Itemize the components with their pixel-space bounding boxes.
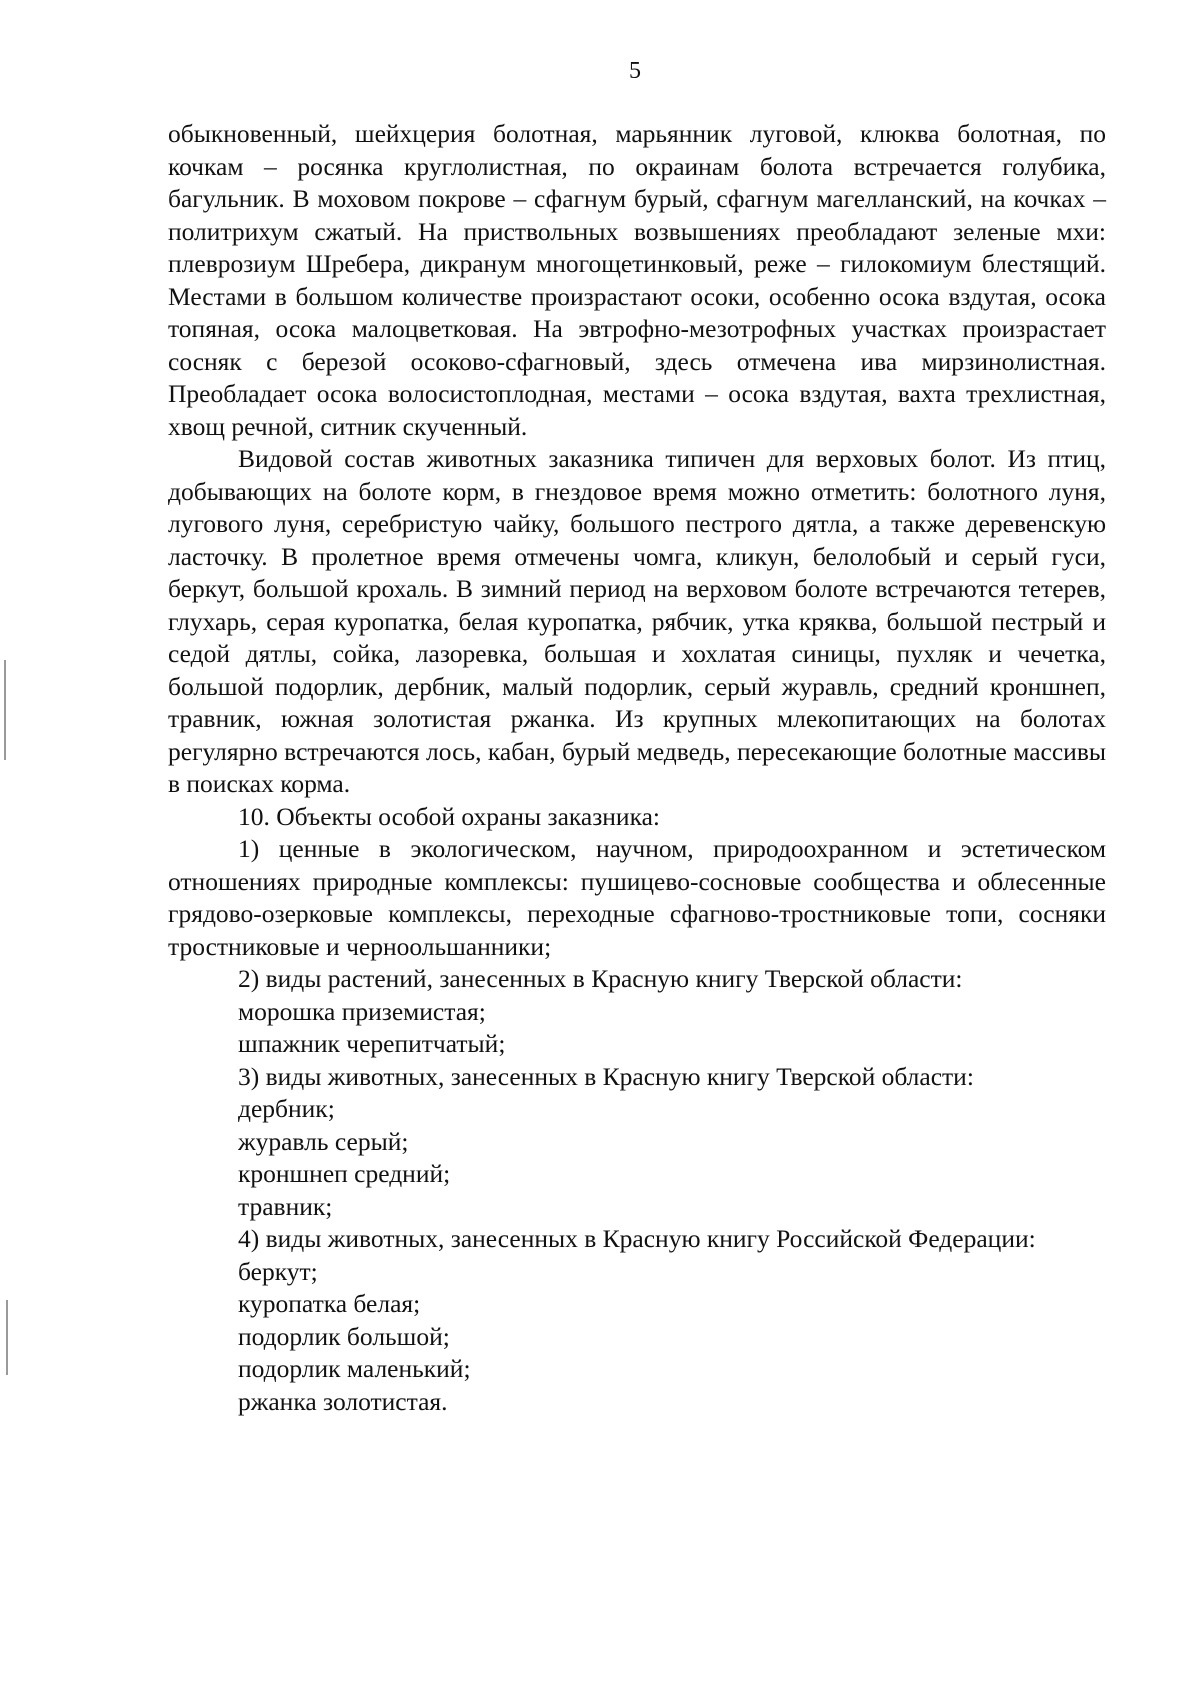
scan-margin-mark bbox=[4, 660, 6, 760]
document-body bbox=[168, 118, 1106, 1418]
item-animals-red-book-rf: 4) виды животных, занесенных в Красную книгу Российской Федерации: bbox=[238, 1224, 1036, 1253]
paragraph-fauna: Видовой состав животных заказника типичен для верховых болот. Из птиц, добывающих на болоте корм, в гнездовое время можно отметить: болотного луня, лугового луня, серебристую чайку, большого пестрого дятла, а также деревенскую ласточку. В пролетное время отмечены чомга, кликун, белолобый и серый гуси, беркут, большой крохаль. В зимний период на верховом болоте встречаются тетерев, глухарь, серая куропатка, белая куропатка, рябчик, утка кряква, большой пестрый и седой дятлы, сойка, лазоревка, большая и хохлатая синицы, пухляк и чечетка, большой подорлик, дербник, малый подорлик, серый журавль, средний кроншнеп, травник, южная золотистая ржанка. Из крупных млекопитающих на болотах регулярно встречаются лось, кабан, бурый медведь, пересекающие болотные массивы в поисках корма. bbox=[168, 444, 1106, 798]
list-item: куропатка белая; bbox=[238, 1289, 421, 1318]
list-item: подорлик большой; bbox=[238, 1321, 450, 1351]
animals-rf-list bbox=[168, 1256, 1106, 1419]
item-animals-red-book-tver: 3) виды животных, занесенных в Красную книгу Тверской области: bbox=[238, 1061, 974, 1091]
item-natural-complexes: 1) ценные в экологическом, научном, природоохранном и эстетическом отношениях природные комплексы: пушицево-сосновые сообщества и облесенные грядово-озерковые комплексы, переходные сфагново-тростниковые топи, сосняки тростниковые и черноольшанники; bbox=[168, 834, 1106, 961]
page-number: 5 bbox=[629, 58, 641, 84]
list-item: подорлик маленький; bbox=[238, 1354, 471, 1383]
list-item: беркут; bbox=[238, 1256, 318, 1286]
scan-margin-mark bbox=[6, 1300, 8, 1375]
section-heading-protected-objects: 10. Объекты особой охраны заказника: bbox=[238, 801, 660, 831]
list-item: морошка приземистая; bbox=[238, 996, 486, 1026]
list-item: дербник; bbox=[238, 1094, 335, 1123]
paragraph-flora-continuation: обыкновенный, шейхцерия болотная, марьянник луговой, клюква болотная, по кочкам – росянка круглолистная, по окраинам болота встречается голубика, багульник. В моховом покрове – сфагнум бурый, сфагнум магелланский, на кочках – политрихум сжатый. На приствольных возвышениях преобладают зеленые мхи: плеврозиум Шребера, дикранум многощетинковый, реже – гилокомиум блестящий. Местами в большом количестве произрастают осоки, особенно осока вздутая, осока топяная, осока малоцветковая. На эвтрофно-мезотрофных участках произрастает сосняк с березой осоково-сфагновый, здесь отмечена ива мирзинолистная. Преобладает осока волосистоплодная, местами – осока вздутая, вахта трехлистная, хвощ речной, ситник скученный. bbox=[168, 119, 1106, 441]
list-item: кроншнеп средний; bbox=[238, 1159, 451, 1188]
list-item: ржанка золотистая. bbox=[238, 1386, 448, 1416]
list-item: травник; bbox=[238, 1191, 333, 1221]
item-plants-red-book-tver: 2) виды растений, занесенных в Красную книгу Тверской области: bbox=[238, 964, 963, 993]
list-item: журавль серый; bbox=[238, 1126, 409, 1156]
animals-tver-list bbox=[168, 1093, 1106, 1223]
plants-tver-list bbox=[168, 996, 1106, 1061]
list-item: шпажник черепитчатый; bbox=[238, 1029, 506, 1058]
